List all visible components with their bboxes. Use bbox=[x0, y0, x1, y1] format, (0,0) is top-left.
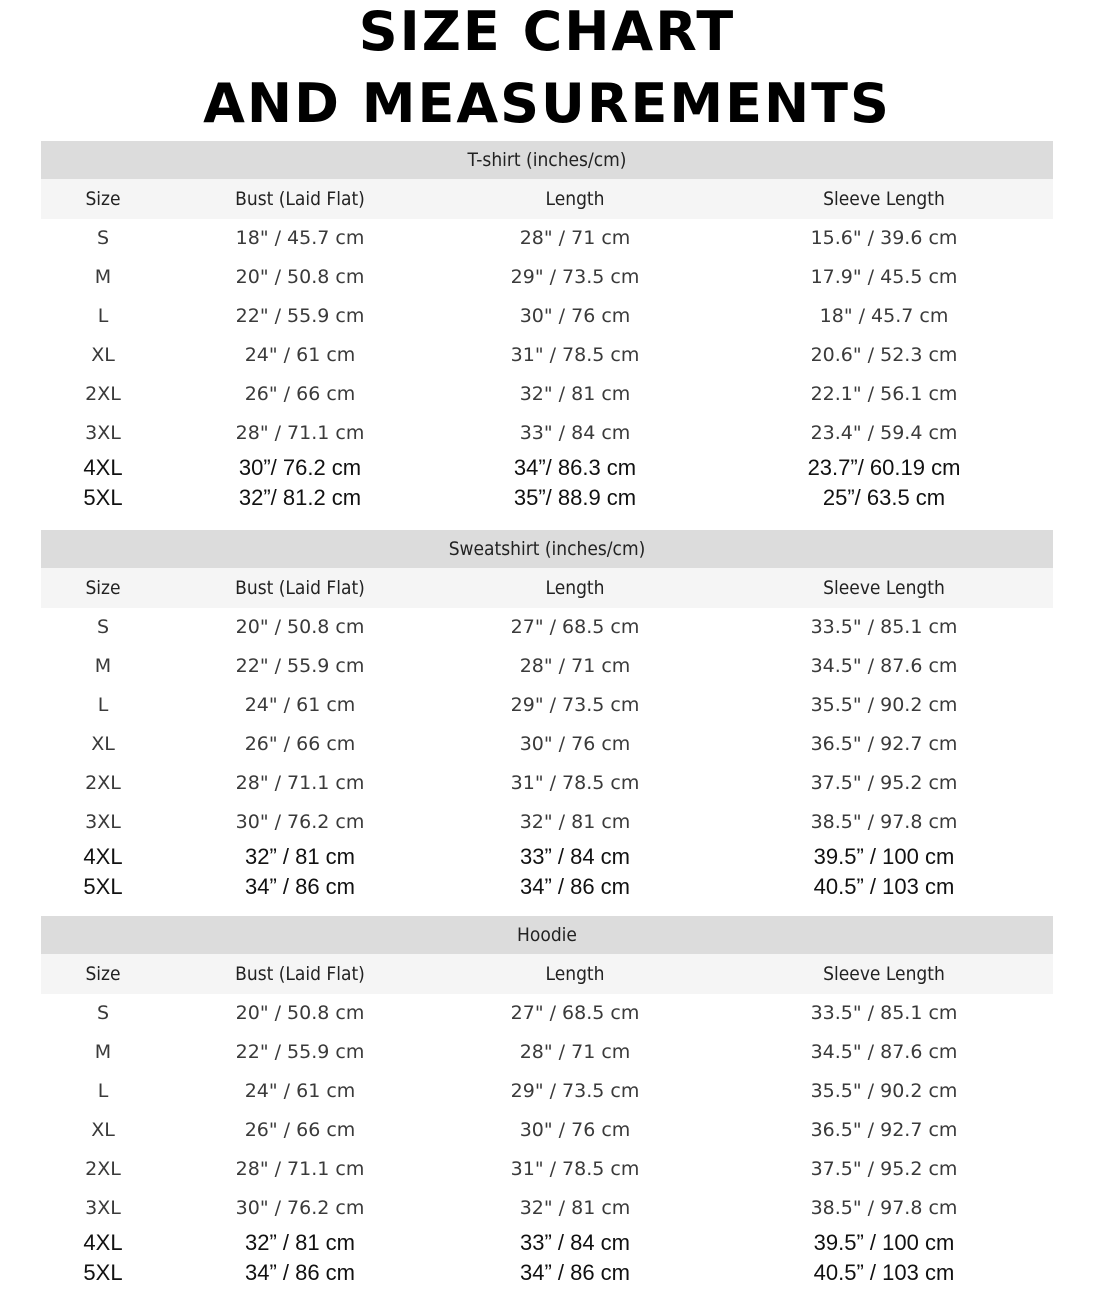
cell-size: XL bbox=[91, 344, 115, 366]
cell-bust: 30”/ 76.2 cm bbox=[238, 455, 362, 480]
cell-size: 5XL bbox=[83, 485, 123, 510]
cell-bust: 20" / 50.8 cm bbox=[235, 616, 365, 638]
cell-length: 30" / 76 cm bbox=[519, 1119, 631, 1141]
table-heading: Sweatshirt (inches/cm) bbox=[41, 530, 1053, 568]
cell-bust: 22" / 55.9 cm bbox=[235, 655, 365, 677]
cell-bust: 30" / 76.2 cm bbox=[235, 811, 365, 833]
column-header-row bbox=[41, 954, 1053, 994]
cell-size: S bbox=[96, 1002, 110, 1024]
cell-sleeve: 36.5" / 92.7 cm bbox=[810, 1119, 958, 1141]
column-header-length: Length bbox=[545, 963, 605, 985]
column-header-bust: Bust (Laid Flat) bbox=[235, 963, 365, 985]
table-row bbox=[41, 647, 1053, 686]
column-header-sleeve: Sleeve Length bbox=[823, 577, 945, 599]
table-row bbox=[41, 764, 1053, 803]
cell-length: 27" / 68.5 cm bbox=[510, 616, 640, 638]
cell-length: 31" / 78.5 cm bbox=[510, 1158, 640, 1180]
cell-sleeve: 25”/ 63.5 cm bbox=[822, 485, 946, 510]
column-header-row bbox=[41, 568, 1053, 608]
cell-size: 5XL bbox=[83, 874, 123, 899]
tshirt-size-table bbox=[41, 141, 1053, 513]
cell-size: 4XL bbox=[83, 1230, 123, 1255]
cell-bust: 28" / 71.1 cm bbox=[235, 1158, 365, 1180]
table-row bbox=[41, 994, 1053, 1033]
table-row bbox=[41, 414, 1053, 453]
cell-sleeve: 39.5” / 100 cm bbox=[813, 844, 955, 869]
cell-size: S bbox=[96, 616, 110, 638]
table-row bbox=[41, 1111, 1053, 1150]
cell-bust: 30" / 76.2 cm bbox=[235, 1197, 365, 1219]
column-header-bust: Bust (Laid Flat) bbox=[235, 188, 365, 210]
cell-length: 32" / 81 cm bbox=[519, 1197, 631, 1219]
cell-sleeve: 35.5" / 90.2 cm bbox=[810, 1080, 958, 1102]
cell-length: 32" / 81 cm bbox=[519, 811, 631, 833]
table-row bbox=[41, 686, 1053, 725]
column-header-size: Size bbox=[85, 577, 121, 599]
cell-bust: 34” / 86 cm bbox=[244, 1260, 356, 1285]
column-header-bust: Bust (Laid Flat) bbox=[235, 577, 365, 599]
table-row bbox=[41, 725, 1053, 764]
table-row bbox=[41, 375, 1053, 414]
hoodie-size-table bbox=[41, 916, 1053, 1288]
table-row bbox=[41, 483, 1053, 513]
cell-length: 32" / 81 cm bbox=[519, 383, 631, 405]
cell-sleeve: 35.5" / 90.2 cm bbox=[810, 694, 958, 716]
table-row bbox=[41, 803, 1053, 842]
cell-bust: 28" / 71.1 cm bbox=[235, 422, 365, 444]
column-header-length: Length bbox=[545, 188, 605, 210]
table-row bbox=[41, 1072, 1053, 1111]
cell-length: 27" / 68.5 cm bbox=[510, 1002, 640, 1024]
cell-size: L bbox=[97, 694, 109, 716]
column-header-sleeve: Sleeve Length bbox=[823, 963, 945, 985]
cell-size: M bbox=[94, 1041, 112, 1063]
cell-sleeve: 23.7”/ 60.19 cm bbox=[807, 455, 961, 480]
cell-length: 28" / 71 cm bbox=[519, 655, 631, 677]
cell-length: 34”/ 86.3 cm bbox=[513, 455, 637, 480]
cell-sleeve: 34.5" / 87.6 cm bbox=[810, 655, 958, 677]
cell-bust: 32” / 81 cm bbox=[244, 844, 356, 869]
cell-length: 30" / 76 cm bbox=[519, 733, 631, 755]
cell-sleeve: 22.1" / 56.1 cm bbox=[810, 383, 958, 405]
cell-size: 3XL bbox=[85, 811, 121, 833]
cell-sleeve: 33.5" / 85.1 cm bbox=[810, 616, 958, 638]
table-heading: Hoodie bbox=[41, 916, 1053, 954]
cell-bust: 28" / 71.1 cm bbox=[235, 772, 365, 794]
cell-size: 4XL bbox=[83, 455, 123, 480]
cell-length: 30" / 76 cm bbox=[519, 305, 631, 327]
cell-size: 2XL bbox=[85, 1158, 121, 1180]
table-row bbox=[41, 297, 1053, 336]
table-row bbox=[41, 258, 1053, 297]
cell-size: L bbox=[97, 305, 109, 327]
cell-bust: 32” / 81 cm bbox=[244, 1230, 356, 1255]
cell-size: XL bbox=[91, 733, 115, 755]
cell-length: 33" / 84 cm bbox=[519, 422, 631, 444]
cell-size: S bbox=[96, 227, 110, 249]
cell-size: M bbox=[94, 655, 112, 677]
cell-sleeve: 34.5" / 87.6 cm bbox=[810, 1041, 958, 1063]
cell-size: 4XL bbox=[83, 844, 123, 869]
cell-length: 31" / 78.5 cm bbox=[510, 344, 640, 366]
cell-size: 2XL bbox=[85, 772, 121, 794]
cell-sleeve: 40.5” / 103 cm bbox=[813, 1260, 955, 1285]
cell-size: 2XL bbox=[85, 383, 121, 405]
page-title-line-2: AND MEASUREMENTS bbox=[203, 72, 891, 135]
cell-size: 3XL bbox=[85, 1197, 121, 1219]
cell-sleeve: 20.6" / 52.3 cm bbox=[810, 344, 958, 366]
cell-bust: 34” / 86 cm bbox=[244, 874, 356, 899]
cell-size: 5XL bbox=[83, 1260, 123, 1285]
cell-size: M bbox=[94, 266, 112, 288]
cell-size: L bbox=[97, 1080, 109, 1102]
cell-length: 31" / 78.5 cm bbox=[510, 772, 640, 794]
cell-bust: 26" / 66 cm bbox=[244, 383, 356, 405]
cell-length: 29" / 73.5 cm bbox=[510, 694, 640, 716]
cell-sleeve: 15.6" / 39.6 cm bbox=[810, 227, 958, 249]
table-row bbox=[41, 453, 1053, 483]
cell-sleeve: 33.5" / 85.1 cm bbox=[810, 1002, 958, 1024]
column-header-length: Length bbox=[545, 577, 605, 599]
column-header-size: Size bbox=[85, 963, 121, 985]
cell-sleeve: 17.9" / 45.5 cm bbox=[810, 266, 958, 288]
table-heading: T-shirt (inches/cm) bbox=[41, 141, 1053, 179]
table-row bbox=[41, 1033, 1053, 1072]
column-header-row bbox=[41, 179, 1053, 219]
sweatshirt-size-table bbox=[41, 530, 1053, 902]
cell-bust: 24" / 61 cm bbox=[244, 694, 356, 716]
cell-sleeve: 37.5" / 95.2 cm bbox=[810, 772, 958, 794]
cell-length: 33” / 84 cm bbox=[519, 844, 631, 869]
cell-length: 29" / 73.5 cm bbox=[510, 1080, 640, 1102]
cell-length: 33” / 84 cm bbox=[519, 1230, 631, 1255]
table-row bbox=[41, 872, 1053, 902]
cell-sleeve: 37.5" / 95.2 cm bbox=[810, 1158, 958, 1180]
table-row bbox=[41, 1150, 1053, 1189]
cell-bust: 24" / 61 cm bbox=[244, 344, 356, 366]
table-row bbox=[41, 842, 1053, 872]
cell-bust: 20" / 50.8 cm bbox=[235, 1002, 365, 1024]
cell-bust: 18" / 45.7 cm bbox=[235, 227, 365, 249]
cell-size: 3XL bbox=[85, 422, 121, 444]
cell-bust: 24" / 61 cm bbox=[244, 1080, 356, 1102]
cell-sleeve: 23.4" / 59.4 cm bbox=[810, 422, 958, 444]
cell-bust: 22" / 55.9 cm bbox=[235, 1041, 365, 1063]
cell-bust: 26" / 66 cm bbox=[244, 1119, 356, 1141]
cell-length: 29" / 73.5 cm bbox=[510, 266, 640, 288]
cell-sleeve: 38.5" / 97.8 cm bbox=[810, 1197, 958, 1219]
table-row bbox=[41, 1258, 1053, 1288]
page-title-line-1: SIZE CHART bbox=[358, 0, 736, 63]
cell-bust: 26" / 66 cm bbox=[244, 733, 356, 755]
cell-length: 34” / 86 cm bbox=[519, 1260, 631, 1285]
cell-bust: 20" / 50.8 cm bbox=[235, 266, 365, 288]
table-row bbox=[41, 608, 1053, 647]
table-row bbox=[41, 336, 1053, 375]
cell-bust: 22" / 55.9 cm bbox=[235, 305, 365, 327]
cell-bust: 32”/ 81.2 cm bbox=[238, 485, 362, 510]
cell-sleeve: 40.5” / 103 cm bbox=[813, 874, 955, 899]
table-row bbox=[41, 1228, 1053, 1258]
cell-length: 28" / 71 cm bbox=[519, 227, 631, 249]
cell-sleeve: 38.5" / 97.8 cm bbox=[810, 811, 958, 833]
cell-sleeve: 36.5" / 92.7 cm bbox=[810, 733, 958, 755]
cell-size: XL bbox=[91, 1119, 115, 1141]
cell-length: 28" / 71 cm bbox=[519, 1041, 631, 1063]
column-header-sleeve: Sleeve Length bbox=[823, 188, 945, 210]
column-header-size: Size bbox=[85, 188, 121, 210]
table-row bbox=[41, 219, 1053, 258]
cell-length: 35”/ 88.9 cm bbox=[513, 485, 637, 510]
table-row bbox=[41, 1189, 1053, 1228]
cell-sleeve: 39.5” / 100 cm bbox=[813, 1230, 955, 1255]
cell-sleeve: 18" / 45.7 cm bbox=[819, 305, 949, 327]
cell-length: 34” / 86 cm bbox=[519, 874, 631, 899]
